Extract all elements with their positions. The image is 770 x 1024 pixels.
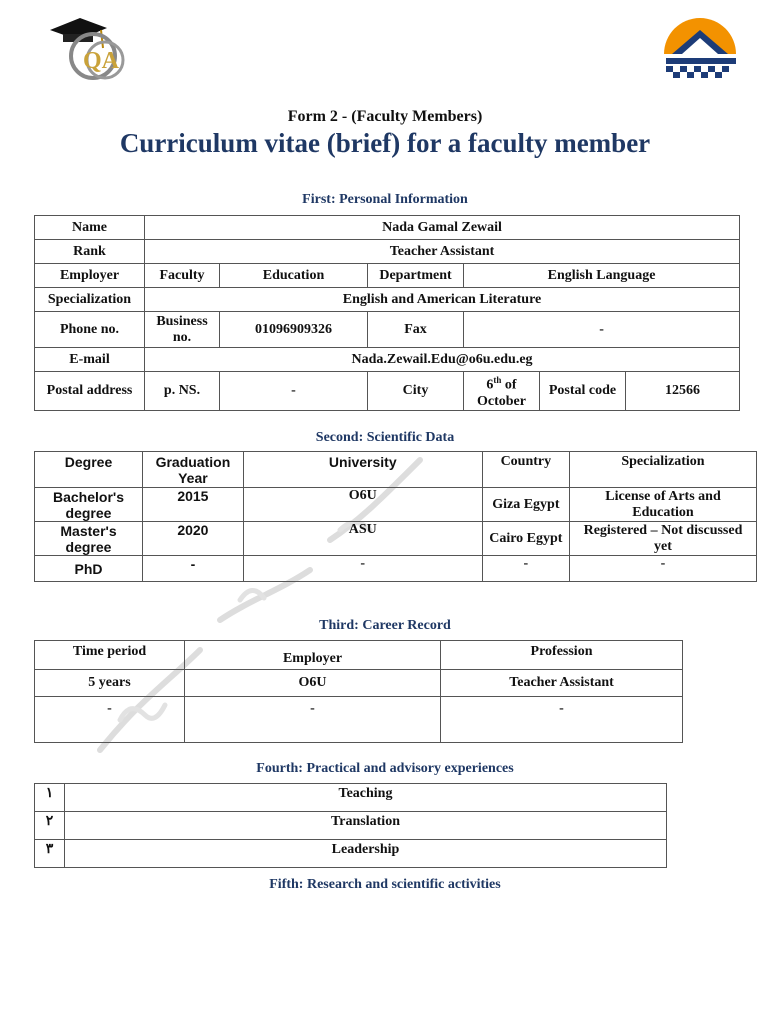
employer-cell: - [185, 697, 441, 743]
item-number: ١ [35, 784, 65, 812]
email-value: Nada.Zewail.Edu@o6u.edu.eg [145, 348, 740, 372]
year-cell: 2020 [143, 522, 244, 556]
degree-cell: Bachelor's degree [35, 488, 143, 522]
postal-code-label: Postal code [540, 372, 626, 411]
period-cell: - [35, 697, 185, 743]
university-cell: O6U [243, 488, 482, 522]
spec-cell: License of Arts and Education [569, 488, 756, 522]
pns-label: p. NS. [145, 372, 220, 411]
form-title: Form 2 - (Faculty Members) [287, 108, 483, 125]
pns-value: - [220, 372, 368, 411]
page-title: Curriculum vitae (brief) for a faculty member [119, 128, 651, 158]
table-row [35, 488, 757, 522]
item-text: Translation [65, 812, 667, 840]
svg-text:QA: QA [83, 48, 119, 74]
profession-cell: - [441, 697, 683, 743]
item-text: Teaching [65, 784, 667, 812]
col-degree: Degree [35, 452, 143, 488]
section4-heading: Fourth: Practical and advisory experiences [256, 761, 514, 776]
item-number: ٢ [35, 812, 65, 840]
col-employer: Employer [185, 641, 441, 670]
specialization-label: Specialization [35, 288, 145, 312]
item-text: Leadership [65, 840, 667, 868]
fax-value: - [464, 312, 740, 348]
faculty-label: Faculty [145, 264, 220, 288]
country-cell: Cairo Egypt [482, 522, 569, 556]
list-item [35, 812, 667, 840]
university-logo [658, 10, 743, 82]
col-time-period: Time period [35, 641, 185, 670]
faculty-value: Education [220, 264, 368, 288]
personal-info-table [34, 215, 740, 411]
spec-cell: - [569, 556, 756, 582]
section1-heading: First: Personal Information [302, 192, 468, 207]
list-item [35, 840, 667, 868]
employer-label: Employer [35, 264, 145, 288]
col-country: Country [482, 452, 569, 488]
rank-label: Rank [35, 240, 145, 264]
degree-cell: PhD [35, 556, 143, 582]
year-cell: 2015 [143, 488, 244, 522]
degree-cell: Master's degree [35, 522, 143, 556]
scientific-data-table [34, 451, 757, 582]
col-university: University [243, 452, 482, 488]
department-value: English Language [464, 264, 740, 288]
list-item [35, 784, 667, 812]
section3-heading: Third: Career Record [319, 618, 451, 633]
business-value: 01096909326 [220, 312, 368, 348]
country-cell: - [482, 556, 569, 582]
table-row [35, 522, 757, 556]
table-row [35, 697, 683, 743]
profession-cell: Teacher Assistant [441, 670, 683, 697]
career-record-table [34, 640, 683, 743]
country-cell: Giza Egypt [482, 488, 569, 522]
email-label: E-mail [35, 348, 145, 372]
employer-cell: O6U [185, 670, 441, 697]
experiences-table [34, 783, 667, 868]
item-number: ٣ [35, 840, 65, 868]
qa-logo [45, 12, 140, 84]
table-row [35, 670, 683, 697]
table-row [35, 556, 757, 582]
name-label: Name [35, 216, 145, 240]
postal-label: Postal address [35, 372, 145, 411]
name-value: Nada Gamal Zewail [145, 216, 740, 240]
city-value: 6th of October [464, 372, 540, 411]
postal-code-value: 12566 [626, 372, 740, 411]
col-graduation-year: Graduation Year [143, 452, 244, 488]
section2-heading: Second: Scientific Data [315, 430, 455, 445]
spec-cell: Registered – Not discussed yet [569, 522, 756, 556]
section5-heading: Fifth: Research and scientific activities [269, 877, 501, 892]
university-cell: ASU [243, 522, 482, 556]
business-label: Business no. [145, 312, 220, 348]
fax-label: Fax [368, 312, 464, 348]
period-cell: 5 years [35, 670, 185, 697]
phone-label: Phone no. [35, 312, 145, 348]
col-specialization: Specialization [569, 452, 756, 488]
department-label: Department [368, 264, 464, 288]
rank-value: Teacher Assistant [145, 240, 740, 264]
city-label: City [368, 372, 464, 411]
specialization-value: English and American Literature [145, 288, 740, 312]
year-cell: - [143, 556, 244, 582]
col-profession: Profession [441, 641, 683, 670]
university-cell: - [243, 556, 482, 582]
